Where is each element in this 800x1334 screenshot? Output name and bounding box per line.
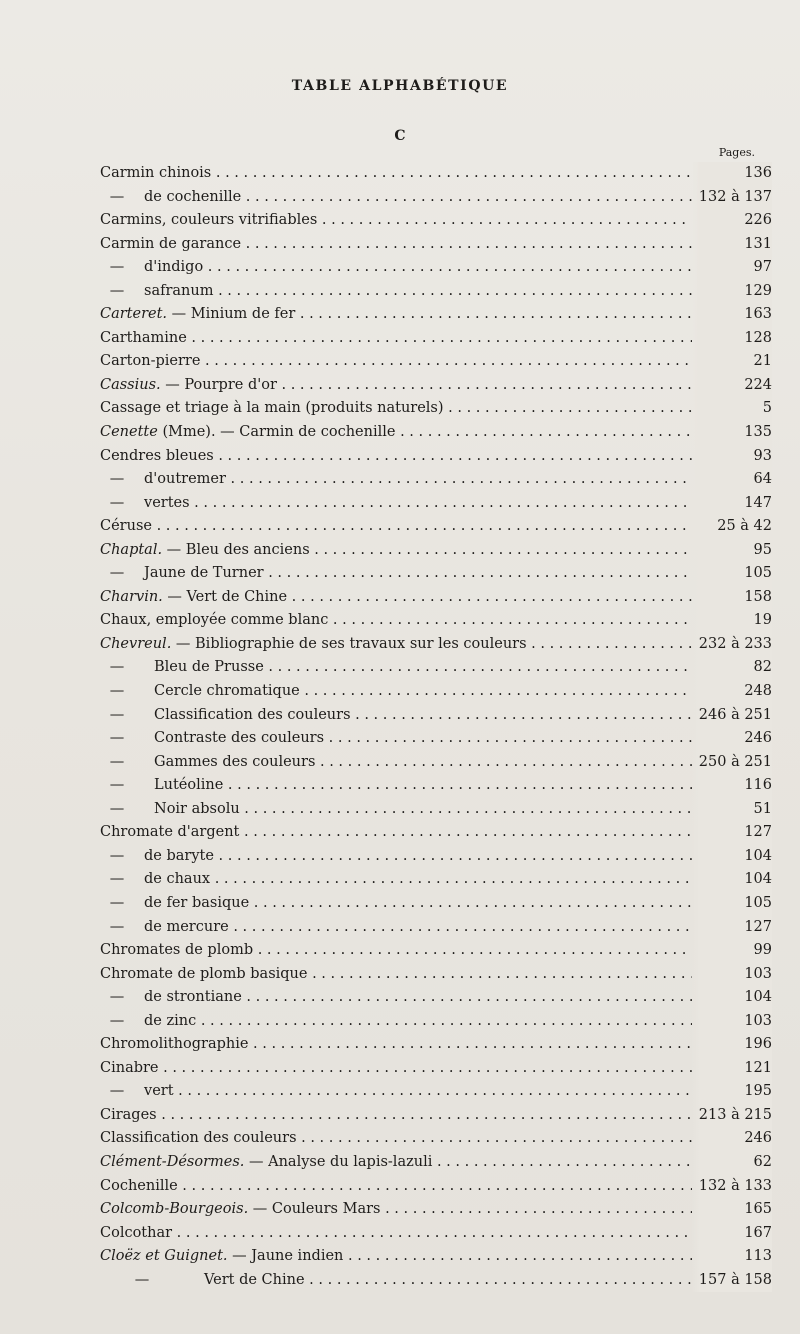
index-term <box>100 256 692 280</box>
index-term <box>100 821 692 845</box>
index-entry <box>100 656 772 680</box>
page-reference: 25 à 42 <box>692 515 772 539</box>
index-term <box>100 1080 692 1104</box>
index-entry <box>100 1222 772 1246</box>
entry-text: — Jaune indien <box>227 1248 344 1265</box>
entry-text: Noir absolu <box>154 800 240 817</box>
index-entry <box>100 1151 772 1175</box>
ditto-dash: — <box>109 753 125 770</box>
ditto-dash: — <box>134 1271 150 1288</box>
page-reference: 246 <box>692 727 772 751</box>
page-reference: 232 à 233 <box>692 633 772 657</box>
author-name: Chaptal. <box>100 541 163 558</box>
entry-text: Carton-pierre <box>100 353 201 370</box>
entry-text: Contraste des couleurs <box>154 730 325 747</box>
index-entry <box>100 680 772 704</box>
page-reference: 99 <box>692 939 772 963</box>
entry-text: — Analyse du lapis-lazuli <box>244 1153 433 1170</box>
ditto-dash: — <box>109 659 125 676</box>
ditto-dash: — <box>109 683 125 700</box>
page-reference: 136 <box>692 162 772 186</box>
entry-text: Cercle chromatique <box>154 683 300 700</box>
entry-text: Cendres bleues <box>100 447 214 464</box>
index-entry <box>100 327 772 351</box>
ditto-dash: — <box>109 777 125 794</box>
index-term <box>100 350 692 374</box>
index-entry <box>100 1057 772 1081</box>
entry-text: Carmin chinois <box>100 165 212 181</box>
page-reference: 163 <box>692 303 772 327</box>
page-reference: 246 à 251 <box>692 704 772 728</box>
index-entry <box>100 468 772 492</box>
index-entry <box>100 798 772 822</box>
ditto-dash: — <box>109 1012 125 1029</box>
entry-text: Colcothar <box>100 1224 173 1241</box>
entry-text: Lutéoline <box>154 777 224 794</box>
index-entry <box>100 1033 772 1057</box>
index-term <box>100 492 692 516</box>
author-name: Cenette <box>100 424 158 441</box>
entry-text: Chromates de plomb <box>100 942 254 959</box>
index-term <box>100 1033 692 1057</box>
index-entry <box>100 916 772 940</box>
index-term <box>100 327 692 351</box>
index-entry <box>100 280 772 304</box>
page-reference: 103 <box>692 1010 772 1034</box>
index-term <box>100 1198 692 1222</box>
index-entry <box>100 939 772 963</box>
index-entry <box>100 727 772 751</box>
index-entry <box>100 539 772 563</box>
index-entry <box>100 868 772 892</box>
page-reference: 105 <box>692 562 772 586</box>
index-entry <box>100 751 772 775</box>
page-reference: 5 <box>692 397 772 421</box>
index-term <box>100 586 692 610</box>
index-term <box>100 515 692 539</box>
ditto-dash: — <box>109 259 125 276</box>
ditto-dash: — <box>109 847 125 864</box>
entry-text: Bleu de Prusse <box>154 659 264 676</box>
page-reference: 195 <box>692 1080 772 1104</box>
ditto-dash: — <box>109 894 125 911</box>
index-term <box>100 609 692 633</box>
entry-text: de fer basique <box>144 894 250 911</box>
page-reference: 196 <box>692 1033 772 1057</box>
page-reference: 113 <box>692 1245 772 1269</box>
page-reference: 127 <box>692 821 772 845</box>
index-term <box>100 798 692 822</box>
index-entry <box>100 256 772 280</box>
page-reference: 129 <box>692 280 772 304</box>
page-reference: 21 <box>692 350 772 374</box>
index-entry <box>100 233 772 257</box>
entry-text: de chaux <box>144 871 211 888</box>
index-entry <box>100 492 772 516</box>
index-entry <box>100 1245 772 1269</box>
index-term <box>100 1104 692 1128</box>
entry-text: — Bibliographie de ses travaux sur les couleurs <box>171 635 527 652</box>
entry-text: Carthamine <box>100 329 187 346</box>
entry-text: Classification des couleurs <box>154 706 351 723</box>
author-name: Clément-Désormes. <box>100 1153 245 1170</box>
index-term <box>100 1175 692 1199</box>
page-reference: 226 <box>692 209 772 233</box>
entry-text: — Bleu des anciens <box>162 541 310 558</box>
index-entry <box>100 1104 772 1128</box>
page-reference: 82 <box>692 656 772 680</box>
entry-text: Vert de Chine <box>204 1271 305 1288</box>
index-entry <box>100 845 772 869</box>
index-term <box>100 963 692 987</box>
index-term <box>100 1010 692 1034</box>
entry-text: vertes <box>144 494 190 511</box>
ditto-dash: — <box>109 918 125 935</box>
index-term <box>100 1245 692 1269</box>
index-entry <box>100 562 772 586</box>
section-letter: C <box>394 128 406 144</box>
index-entry <box>100 586 772 610</box>
page-reference: 128 <box>692 327 772 351</box>
index-term <box>100 727 692 751</box>
index-term <box>100 916 692 940</box>
index-entry <box>100 774 772 798</box>
entry-text: Carmin de garance <box>100 235 242 252</box>
page-reference: 132 à 137 <box>692 186 772 210</box>
page-reference: 116 <box>692 774 772 798</box>
index-term <box>100 1151 692 1175</box>
entry-text: de zinc <box>144 1012 197 1029</box>
page-reference: 51 <box>692 798 772 822</box>
author-name: Charvin. <box>100 588 163 605</box>
index-term <box>100 868 692 892</box>
page-reference: 121 <box>692 1057 772 1081</box>
index-term <box>100 468 692 492</box>
entry-text: Chromate de plomb basique <box>100 965 308 982</box>
page-reference: 132 à 133 <box>692 1175 772 1199</box>
index-term <box>100 845 692 869</box>
index-entry <box>100 303 772 327</box>
entry-text: Carmins, couleurs vitrifiables <box>100 212 318 229</box>
ditto-dash: — <box>109 188 125 205</box>
pages-column-label: Pages. <box>718 146 755 159</box>
index-entry <box>100 374 772 398</box>
entry-text: d'outremer <box>144 471 226 488</box>
index-entry <box>100 421 772 445</box>
page-reference: 165 <box>692 1198 772 1222</box>
page-reference: 19 <box>692 609 772 633</box>
page-reference: 224 <box>692 374 772 398</box>
entry-text: safranum <box>144 282 214 299</box>
index-term <box>100 209 692 233</box>
entry-text: — Couleurs Mars <box>248 1201 381 1218</box>
index-entry <box>100 986 772 1010</box>
entry-text: — Pourpre d'or <box>160 376 277 393</box>
entry-text: Céruse <box>100 518 152 535</box>
ditto-dash: — <box>109 494 125 511</box>
ditto-dash: — <box>109 989 125 1006</box>
index-entry <box>100 609 772 633</box>
entry-text: Chromate d'argent <box>100 824 240 841</box>
index-term <box>100 939 692 963</box>
index-entry <box>100 1010 772 1034</box>
index-term <box>100 421 692 445</box>
index-entry <box>100 1198 772 1222</box>
index-term <box>100 774 692 798</box>
author-name: Cassius. <box>100 376 161 393</box>
index-term <box>100 539 692 563</box>
author-name: Cloëz et Guignet. <box>100 1248 228 1265</box>
page-reference: 105 <box>692 892 772 916</box>
page-reference: 104 <box>692 845 772 869</box>
page-reference: 167 <box>692 1222 772 1246</box>
index-entry <box>100 892 772 916</box>
index-entry <box>100 1080 772 1104</box>
page-reference: 103 <box>692 963 772 987</box>
author-name: Colcomb-Bourgeois. <box>100 1201 249 1218</box>
page-reference: 246 <box>692 1127 772 1151</box>
index-term <box>100 633 692 657</box>
index-term <box>100 162 692 186</box>
page-reference: 157 à 158 <box>692 1269 772 1293</box>
entry-text: Cirages <box>100 1106 157 1123</box>
index-entry <box>100 209 772 233</box>
index-term <box>100 1127 692 1151</box>
page-reference: 62 <box>692 1151 772 1175</box>
index-term <box>100 374 692 398</box>
index-term <box>100 280 692 304</box>
index-entry <box>100 186 772 210</box>
index-term <box>100 656 692 680</box>
page-reference: 97 <box>692 256 772 280</box>
entry-text: Cochenille <box>100 1177 178 1194</box>
author-name: Chevreul. <box>100 635 172 652</box>
index-term <box>100 233 692 257</box>
entry-text: Chaux, employée comme blanc <box>100 612 329 629</box>
index-entry <box>100 821 772 845</box>
ditto-dash: — <box>109 706 125 723</box>
index-entry <box>100 1127 772 1151</box>
entry-text: Gammes des couleurs <box>154 753 316 770</box>
entry-text: de mercure <box>144 918 229 935</box>
index-term <box>100 680 692 704</box>
page-reference: 104 <box>692 986 772 1010</box>
entry-text: de strontiane <box>144 989 242 1006</box>
entry-text: Classification des couleurs <box>100 1130 297 1147</box>
entry-text: Cassage et triage à la main (produits naturels) <box>100 400 444 417</box>
ditto-dash: — <box>109 565 125 582</box>
index-term <box>100 704 692 728</box>
page-reference: 127 <box>692 916 772 940</box>
entry-text: — Minium de fer <box>167 306 296 323</box>
index-entry <box>100 704 772 728</box>
page-reference: 131 <box>692 233 772 257</box>
index-term <box>100 751 692 775</box>
page-reference: 158 <box>692 586 772 610</box>
entry-text: — Vert de Chine <box>162 588 288 605</box>
index-entry <box>100 1175 772 1199</box>
entry-text: Chromolithographie <box>100 1036 249 1053</box>
entry-text: d'indigo <box>144 259 204 276</box>
index-term <box>100 1057 692 1081</box>
index-term <box>100 397 692 421</box>
ditto-dash: — <box>109 471 125 488</box>
index-entry <box>100 515 772 539</box>
author-name: Carteret. <box>100 306 168 323</box>
page-reference: 135 <box>692 421 772 445</box>
index-entry <box>100 963 772 987</box>
index-term <box>100 303 692 327</box>
entry-text: de cochenille <box>144 188 242 205</box>
index-term <box>100 1222 692 1246</box>
page-reference: 213 à 215 <box>692 1104 772 1128</box>
index-term <box>100 986 692 1010</box>
entry-text: (Mme). — Carmin de cochenille <box>157 424 396 441</box>
index-entry <box>100 633 772 657</box>
page-reference: 93 <box>692 445 772 469</box>
entry-text: vert <box>144 1083 174 1100</box>
index-term <box>100 186 692 210</box>
ditto-dash: — <box>109 730 125 747</box>
index-entry <box>100 162 772 186</box>
ditto-dash: — <box>109 800 125 817</box>
index-entry <box>100 1269 772 1293</box>
page-reference: 64 <box>692 468 772 492</box>
index-term <box>100 1269 692 1293</box>
ditto-dash: — <box>109 282 125 299</box>
page-reference: 250 à 251 <box>692 751 772 775</box>
ditto-dash: — <box>109 1083 125 1100</box>
page-reference: 104 <box>692 868 772 892</box>
index-term <box>100 445 692 469</box>
entry-text: Cinabre <box>100 1059 159 1076</box>
entry-text: de baryte <box>144 847 214 864</box>
index-term <box>100 562 692 586</box>
index-term <box>100 892 692 916</box>
page-reference: 147 <box>692 492 772 516</box>
index-entries <box>100 162 772 1292</box>
page-reference: 248 <box>692 680 772 704</box>
page-reference: 95 <box>692 539 772 563</box>
entry-text: Jaune de Turner <box>144 565 264 582</box>
index-entry <box>100 397 772 421</box>
index-entry <box>100 445 772 469</box>
ditto-dash: — <box>109 871 125 888</box>
index-entry <box>100 350 772 374</box>
page-title: TABLE ALPHABÉTIQUE <box>291 78 509 94</box>
